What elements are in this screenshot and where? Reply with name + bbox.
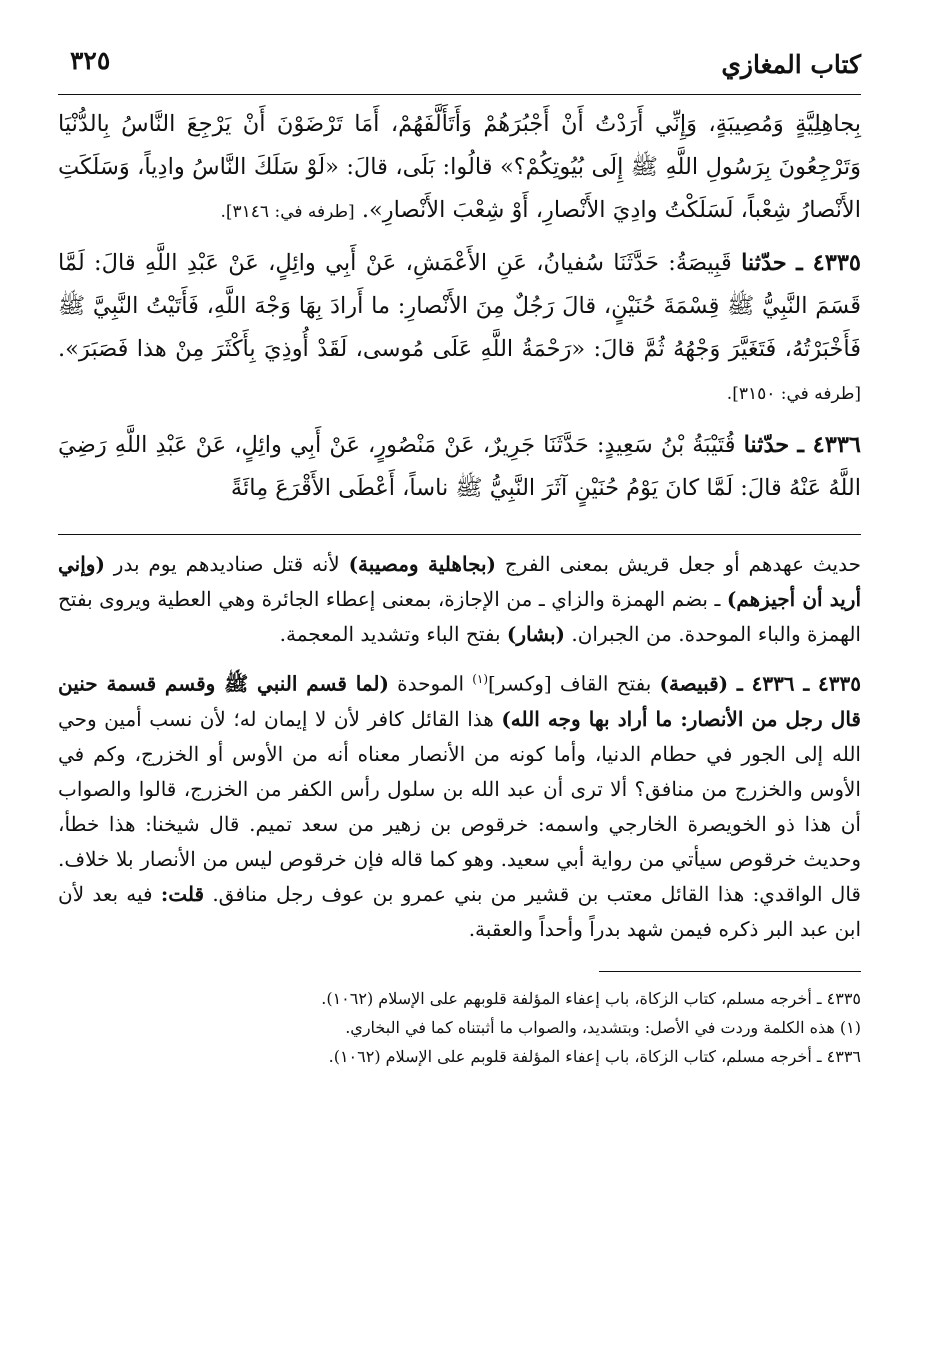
- commentary-divider: [58, 534, 861, 535]
- commentary-bold: (وإني أريد أن أجيزهم): [58, 552, 862, 611]
- commentary-text: حديث عهدهم أو جعل قريش بمعنى الفرج: [496, 552, 861, 576]
- footnote-marker: (١): [472, 672, 489, 686]
- commentary-bold: (بجاهلية ومصيبة): [348, 552, 497, 576]
- main-text: [58, 103, 861, 510]
- hadith-continuation: [58, 103, 861, 234]
- commentary: [58, 547, 861, 947]
- footnote: (١) هذه الكلمة وردت في الأصل: وبتشديد، والصواب ما أثبتناه كما في البخاري.: [345, 1017, 861, 1037]
- commentary-bold: ٤٣٣٥ ـ ٤٣٣٦ ـ (قبيصة): [659, 671, 861, 696]
- haddathana-label: حدّثنا: [743, 432, 790, 458]
- commentary-text: بفتح القاف [وكسر]: [488, 671, 660, 696]
- page-header: [58, 40, 861, 95]
- hadith-text: قَبِيصَةُ: حَدَّثَنَا سُفيانُ، عَنِ الأَعْمَشِ، عَنْ أَبِي وائِلٍ، عَنْ عَبْدِ اللَّهِ قالَ: لَمَّا قَسَمَ النَّبِيُّ ﷺ قِسْمَةَ حُنَيْنٍ، قالَ رَجُلٌ مِنَ الأَنْصارِ: ما أَرادَ بِهَا وَجْهَ اللَّهِ، فَأَتَيْتُ النَّبِيَّ ﷺ فَأَخْبَرْتُهُ، فَتَغَيَّرَ وَجْهُهُ ثُمَّ قالَ: «رَحْمَةُ اللَّهِ عَلَى مُوسى، لَقَدْ أُوذِيَ بِأَكْثَرَ مِنْ هذا فَصَبَرَ».: [58, 250, 861, 362]
- commentary-bold: (لما قسم النبي ﷺ وقسم قسمة حنين قال رجل من الأنصار: ما أراد بها وجه الله): [58, 671, 861, 731]
- commentary-text: بفتح الباء وتشديد المعجمة.: [279, 622, 507, 646]
- commentary-text: الموحدة: [388, 671, 473, 696]
- continuation-text: بِجاهِلِيَّةٍ وَمُصِيبَةٍ، وَإِنِّي أَرَدْتُ أَنْ أَجْبُرَهُمْ وَأَتَأَلَّفَهُمْ، أَمَا تَرْضَوْنَ أَنْ يَرْجِعَ النَّاسُ بِالدُّنْيَا وَتَرْجِعُونَ بِرَسُولِ اللَّهِ ﷺ إِلَى بُيُوتِكُمْ؟» قالُوا: بَلَى، قالَ: «لَوْ سَلَكَ النَّاسُ وادِياً، وَسَلَكَتِ الأَنْصارُ شِعْباً، لَسَلَكْتُ وادِيَ الأَنْصارِ، أَوْ شِعْبَ الأَنْصارِ».: [58, 111, 861, 223]
- haddathana-label: حدّثنا: [741, 250, 787, 276]
- commentary-text: لأنه قتل صناديدهم يوم بدر: [104, 552, 349, 576]
- commentary-paragraph: [58, 547, 861, 652]
- continuation-tarf: [طرفه في: ٣١٤٦].: [220, 202, 355, 222]
- footnotes: [58, 984, 861, 1071]
- book-title: كتاب المغازي: [721, 50, 861, 79]
- hadith-number: ٤٣٣٥ ـ: [796, 250, 862, 276]
- commentary-bold: (بشار): [506, 622, 565, 646]
- footnote: ٤٣٣٥ ـ أخرجه مسلم، كتاب الزكاة، باب إعفاء المؤلفة قلوبهم على الإسلام (١٠٦٢).: [321, 988, 861, 1008]
- commentary-text: هذا القائل كافر لأن لا إيمان له؛ لأن نسب أمين وحي الله إلى الجور في حطام الدنيا، وأما كونه من الأنصار معناه أنه من الأوس أو الخزرج، وكم في الأوس والخزرج من منافق؟ ألا ترى أن عبد الله بن سلول رأس الكفر من الخزرج، قالوا والصواب أن هذا ذو الخويصرة الخارجي واسمه: خرقوص بن زهير من سعد تميم. قال شيخنا: هذا خطأ، وحديث خرقوص سيأتي من رواية أبي سعيد. وهو كما قاله فإن خرقوص ليس من الأنصار بلا خلاف. قال الواقدي: هذا القائل معتب بن قشير من بني عمرو بن عوف رجل منافق.: [58, 706, 861, 906]
- footnote: ٤٣٣٦ ـ أخرجه مسلم، كتاب الزكاة، باب إعفاء المؤلفة قلوبم على الإسلام (١٠٦٢).: [328, 1046, 861, 1066]
- hadith-4336: [58, 424, 861, 510]
- hadith-4335: [58, 242, 861, 416]
- hadith-tarf: [طرفه في: ٣١٥٠].: [726, 384, 861, 404]
- commentary-paragraph: [58, 662, 861, 947]
- hadith-number: ٤٣٣٦ ـ: [797, 432, 862, 458]
- commentary-bold: قلت:: [160, 881, 205, 906]
- page-number: ٣٢٥: [70, 46, 111, 75]
- hadith-text: قُتَيْبَةُ بْنُ سَعِيدٍ: حَدَّثَنَا جَرِيرٌ، عَنْ مَنْصُورٍ، عَنْ أَبِي وائِلٍ، عَنْ عَبْدِ اللَّهِ رَضِيَ اللَّهُ عَنْهُ قالَ: لَمَّا كانَ يَوْمُ حُنَيْنٍ آثَرَ النَّبِيُّ ﷺ ناساً، أَعْطَى الأَقْرَعَ مِائَةً: [58, 432, 861, 501]
- commentary-text: ـ بضم الهمزة والزاي ـ من الإجازة، بمعنى إعطاء الجائرة وهي العطية ويروى بفتح الهمزة والباء الموحدة. من الجبران.: [58, 587, 861, 646]
- book-page: [58, 40, 861, 1341]
- commentary-text: فيه بعد لأن ابن عبد البر ذكره فيمن شهد بدراً وأحداً والعقبة.: [58, 881, 861, 941]
- footnotes-divider: [599, 971, 861, 972]
